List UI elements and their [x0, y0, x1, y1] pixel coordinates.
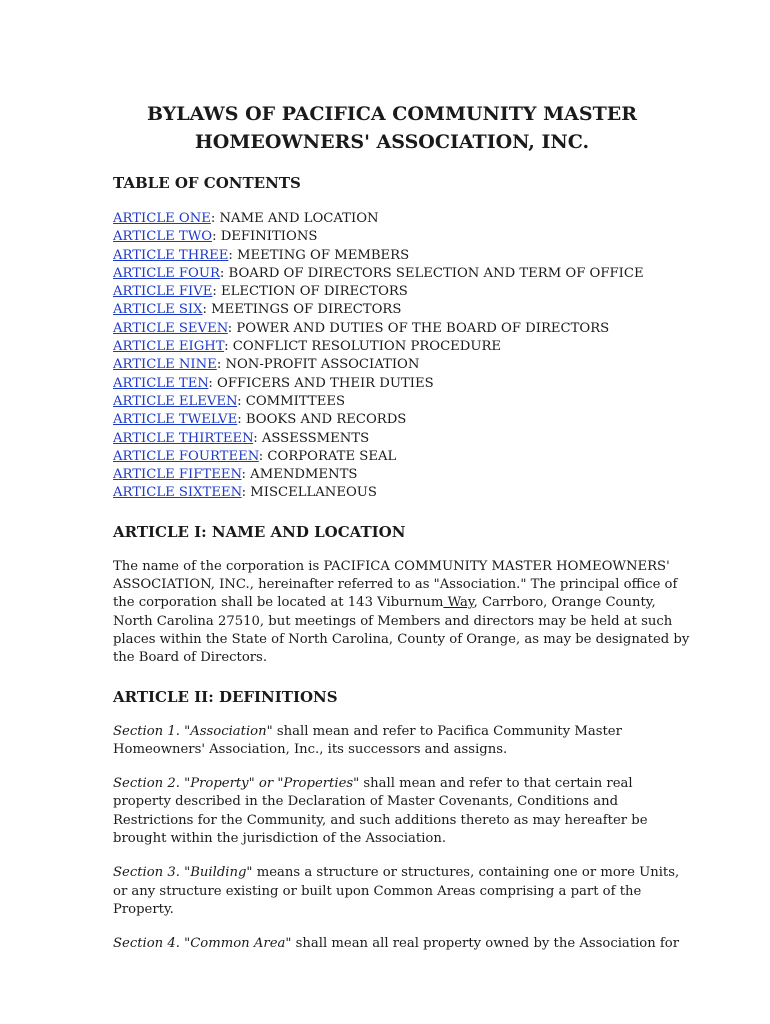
toc-link-article-twelve[interactable]: ARTICLE TWELVE	[113, 412, 238, 428]
toc-link-article-fourteen[interactable]: ARTICLE FOURTEEN	[113, 448, 259, 464]
toc-link-article-seven[interactable]: ARTICLE SEVEN	[113, 320, 228, 336]
toc-link-article-thirteen[interactable]: ARTICLE THIRTEEN	[113, 430, 254, 446]
toc-link-article-ten[interactable]: ARTICLE TEN	[113, 375, 209, 391]
toc-link-article-sixteen[interactable]: ARTICLE SIXTEEN	[113, 485, 242, 501]
toc-link-article-five[interactable]: ARTICLE FIVE	[113, 284, 213, 300]
toc-link-article-four[interactable]: ARTICLE FOUR	[113, 265, 220, 281]
title-line-2: HOMEOWNERS' ASSOCIATION, INC.	[194, 131, 590, 153]
article-2-heading: ARTICLE II: DEFINITIONS	[113, 687, 338, 706]
toc-item: ARTICLE FIFTEEN: AMENDMENTS	[113, 467, 358, 483]
toc-item: ARTICLE FIVE: ELECTION OF DIRECTORS	[113, 284, 408, 300]
toc-heading: TABLE OF CONTENTS	[113, 174, 301, 192]
toc-link-article-nine[interactable]: ARTICLE NINE	[113, 357, 217, 373]
document-title	[113, 100, 661, 156]
toc-item: ARTICLE FOUR: BOARD OF DIRECTORS SELECTION AND TERM OF OFFICE	[113, 265, 644, 281]
toc-link-article-three[interactable]: ARTICLE THREE	[113, 247, 229, 263]
toc-item: ARTICLE SEVEN: POWER AND DUTIES OF THE BOARD OF DIRECTORS	[113, 320, 610, 336]
article-1-heading: ARTICLE I: NAME AND LOCATION	[113, 522, 406, 541]
toc-item: ARTICLE SIX: MEETINGS OF DIRECTORS	[113, 302, 402, 318]
toc-item: ARTICLE NINE: NON-PROFIT ASSOCIATION	[113, 357, 420, 373]
toc-item: ARTICLE FOURTEEN: CORPORATE SEAL	[113, 448, 397, 464]
toc-item: ARTICLE THREE: MEETING OF MEMBERS	[113, 247, 410, 263]
table-of-contents	[113, 210, 661, 503]
toc-item: ARTICLE THIRTEEN: ASSESSMENTS	[113, 430, 370, 446]
toc-item: ARTICLE TWO: DEFINITIONS	[113, 229, 318, 245]
section-4-paragraph: Section 4. "Common Area" shall mean all real property owned by the Association for	[113, 936, 680, 952]
toc-link-article-six[interactable]: ARTICLE SIX	[113, 302, 203, 318]
toc-item: ARTICLE TEN: OFFICERS AND THEIR DUTIES	[113, 375, 434, 391]
toc-item: ARTICLE EIGHT: CONFLICT RESOLUTION PROCEDURE	[113, 339, 502, 355]
section-1-paragraph: Section 1. "Association" shall mean and refer to Pacifica Community Master Homeowners' Association, Inc., its successors and assigns.	[113, 723, 622, 757]
section-3-paragraph: Section 3. "Building" means a structure or structures, containing one or more Units, or any structure existing or built upon Common Areas comprising a part of the Property.	[113, 865, 680, 917]
toc-link-article-one[interactable]: ARTICLE ONE	[113, 211, 211, 226]
toc-item: ARTICLE ONE: NAME AND LOCATION	[113, 211, 379, 226]
section-2-paragraph: Section 2. "Property" or "Properties" shall mean and refer to that certain real property described in the Declaration of Master Covenants, Conditions and Restrictions for the Community, and such additions thereto as may hereafter be brought within the jurisdiction of the Association.	[113, 776, 648, 847]
toc-link-article-fifteen[interactable]: ARTICLE FIFTEEN	[113, 467, 242, 483]
toc-item: ARTICLE SIXTEEN: MISCELLANEOUS	[113, 485, 377, 501]
toc-link-article-two[interactable]: ARTICLE TWO	[113, 229, 213, 245]
toc-link-article-eight[interactable]: ARTICLE EIGHT	[113, 339, 225, 355]
toc-item: ARTICLE TWELVE: BOOKS AND RECORDS	[113, 412, 407, 428]
article-1-paragraph: The name of the corporation is PACIFICA COMMUNITY MASTER HOMEOWNERS' ASSOCIATION, INC., hereinafter referred to as "Association." The principal office of the corporation shall be located at 143 Viburnum Way, Carrboro, Orange County, North Carolina 27510, but meetings of Members and directors may be held at such places within the State of North Carolina, County of Orange, as may be designated by the Board of Directors.	[113, 558, 690, 666]
toc-link-article-eleven[interactable]: ARTICLE ELEVEN	[113, 393, 238, 409]
document-page	[113, 100, 690, 954]
title-line-1: BYLAWS OF PACIFICA COMMUNITY MASTER	[146, 103, 638, 125]
toc-item: ARTICLE ELEVEN: COMMITTEES	[113, 393, 346, 409]
